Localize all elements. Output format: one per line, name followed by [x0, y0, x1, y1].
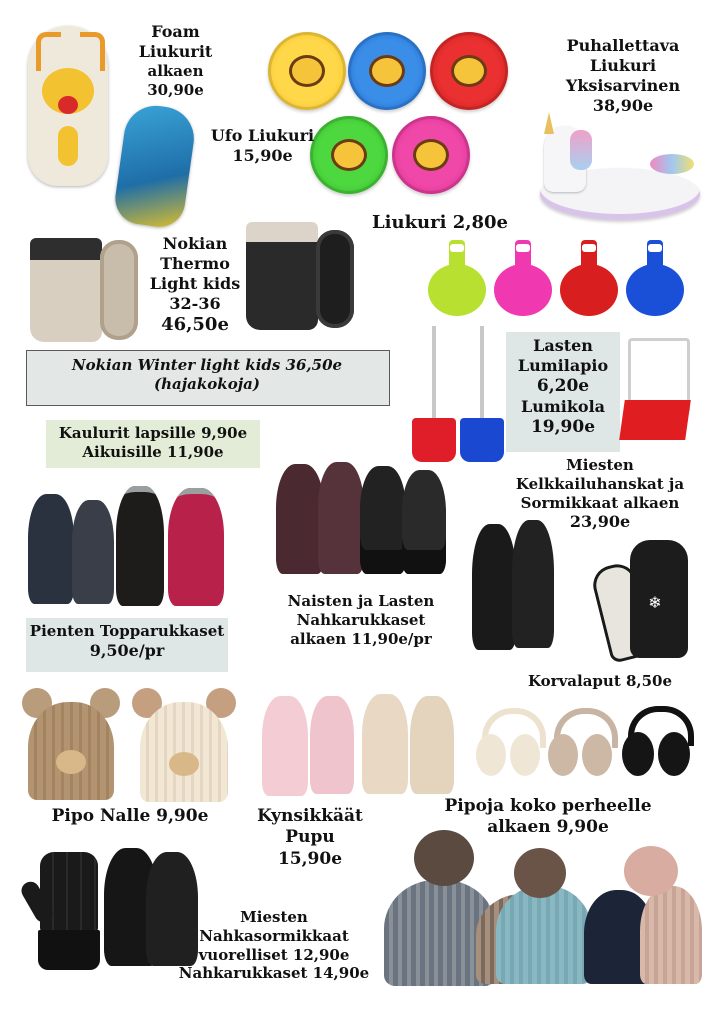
foam-sled-caption: Foam Liukurit alkaen 30,90e	[138, 22, 213, 99]
ufo-sled-caption: Ufo Liukuri 15,90e	[210, 126, 315, 165]
boot-black-image	[246, 222, 318, 330]
bear-beanie-cream-image	[132, 688, 236, 802]
boot-beige-sole-image	[100, 240, 138, 340]
earmuffs-brown-image	[548, 704, 614, 780]
leather-mitten-burgundy-left-image	[276, 464, 324, 574]
ufo-sled-blue-image	[348, 32, 426, 110]
leather-mittens-caption: Naisten ja Lasten Nahkarukkaset alkaen 11,90e/pr	[287, 592, 435, 648]
mens-leather-caption: Miesten Nahkasormikkaat vuorelliset 12,90e Nahkarukkaset 14,90e	[178, 908, 370, 983]
boots-caption: Nokian Thermo Light kids 32-36 46,50e	[149, 234, 241, 335]
inflatable-unicorn-image	[530, 112, 702, 224]
toddler-mitten-navy-image	[28, 494, 74, 604]
earmuffs-cream-image	[476, 704, 542, 780]
earmuffs-black-image	[622, 702, 690, 780]
leather-mitten-burgundy-right-image	[318, 462, 364, 574]
ufo-sled-yellow-image	[268, 32, 346, 110]
pipo-nalle-caption: Pipo Nalle 9,90e	[51, 806, 209, 826]
toddler-mittens-caption: Pienten Topparukkaset 9,50e/pr	[29, 622, 225, 660]
toddler-mitten-black-image	[116, 486, 164, 606]
leather-mitten-black-right-image	[402, 470, 446, 574]
kynsikkaat-caption: Kynsikkäät Pupu 15,90e	[257, 806, 363, 869]
unicorn-caption: Puhallettava Liukuri Yksisarvinen 38,90e	[565, 36, 681, 115]
foam-sled-reindeer-image	[28, 26, 108, 186]
toddler-mitten-grey-image	[72, 500, 114, 604]
mens-sled-gloves-caption: Miesten Kelkkailuhanskat ja Sormikkaat alkaen 23,90e	[515, 456, 685, 532]
shovel-caption: Lasten Lumilapio 6,20e Lumikola 19,90e	[517, 336, 609, 438]
bear-beanie-brown-image	[22, 688, 120, 800]
ufo-sled-red-image	[430, 32, 508, 110]
plastic-sled-lime-image	[428, 236, 486, 316]
mens-sled-mitten-right-image	[512, 520, 554, 648]
bunny-glove-beige-right-image	[410, 696, 454, 794]
bunny-glove-pink-left-image	[262, 696, 308, 796]
plastic-sled-red-image	[560, 236, 618, 316]
scarves-caption: Kaulurit lapsille 9,90e Aikuisille 11,90e	[58, 424, 248, 461]
mens-sled-mitten-left-image	[472, 524, 516, 650]
ufo-sled-green-image	[310, 116, 388, 194]
toddler-mitten-red-image	[168, 488, 224, 606]
boot-beige-image	[30, 238, 102, 342]
shovel-red-handle	[432, 326, 436, 422]
mens-leather-glove-image	[28, 852, 108, 970]
foam-sled-blue-image	[112, 102, 198, 231]
liukuri-caption: Liukuri 2,80e	[371, 212, 509, 233]
plastic-sled-blue-image	[626, 236, 684, 316]
shovel-blue-handle	[480, 326, 484, 422]
ufo-sled-pink-image	[392, 116, 470, 194]
winter-light-caption: Nokian Winter light kids 36,50e (hajakokoja)	[71, 356, 343, 393]
mens-ski-glove-image: ❄	[590, 534, 698, 664]
beanies-caption: Pipoja koko perheelle alkaen 9,90e	[444, 796, 652, 838]
snow-pusher-image	[622, 338, 688, 442]
plastic-sled-pink-image	[494, 236, 552, 316]
bunny-glove-beige-left-image	[362, 694, 408, 794]
shovel-blue-image	[460, 418, 504, 462]
leather-mitten-black-left-image	[360, 466, 406, 574]
boot-black-sole-image	[316, 230, 354, 328]
bunny-glove-pink-right-image	[310, 696, 354, 794]
shovel-red-image	[412, 418, 456, 462]
earmuffs-caption: Korvalaput 8,50e	[527, 672, 673, 690]
family-beanies-image	[384, 830, 702, 990]
